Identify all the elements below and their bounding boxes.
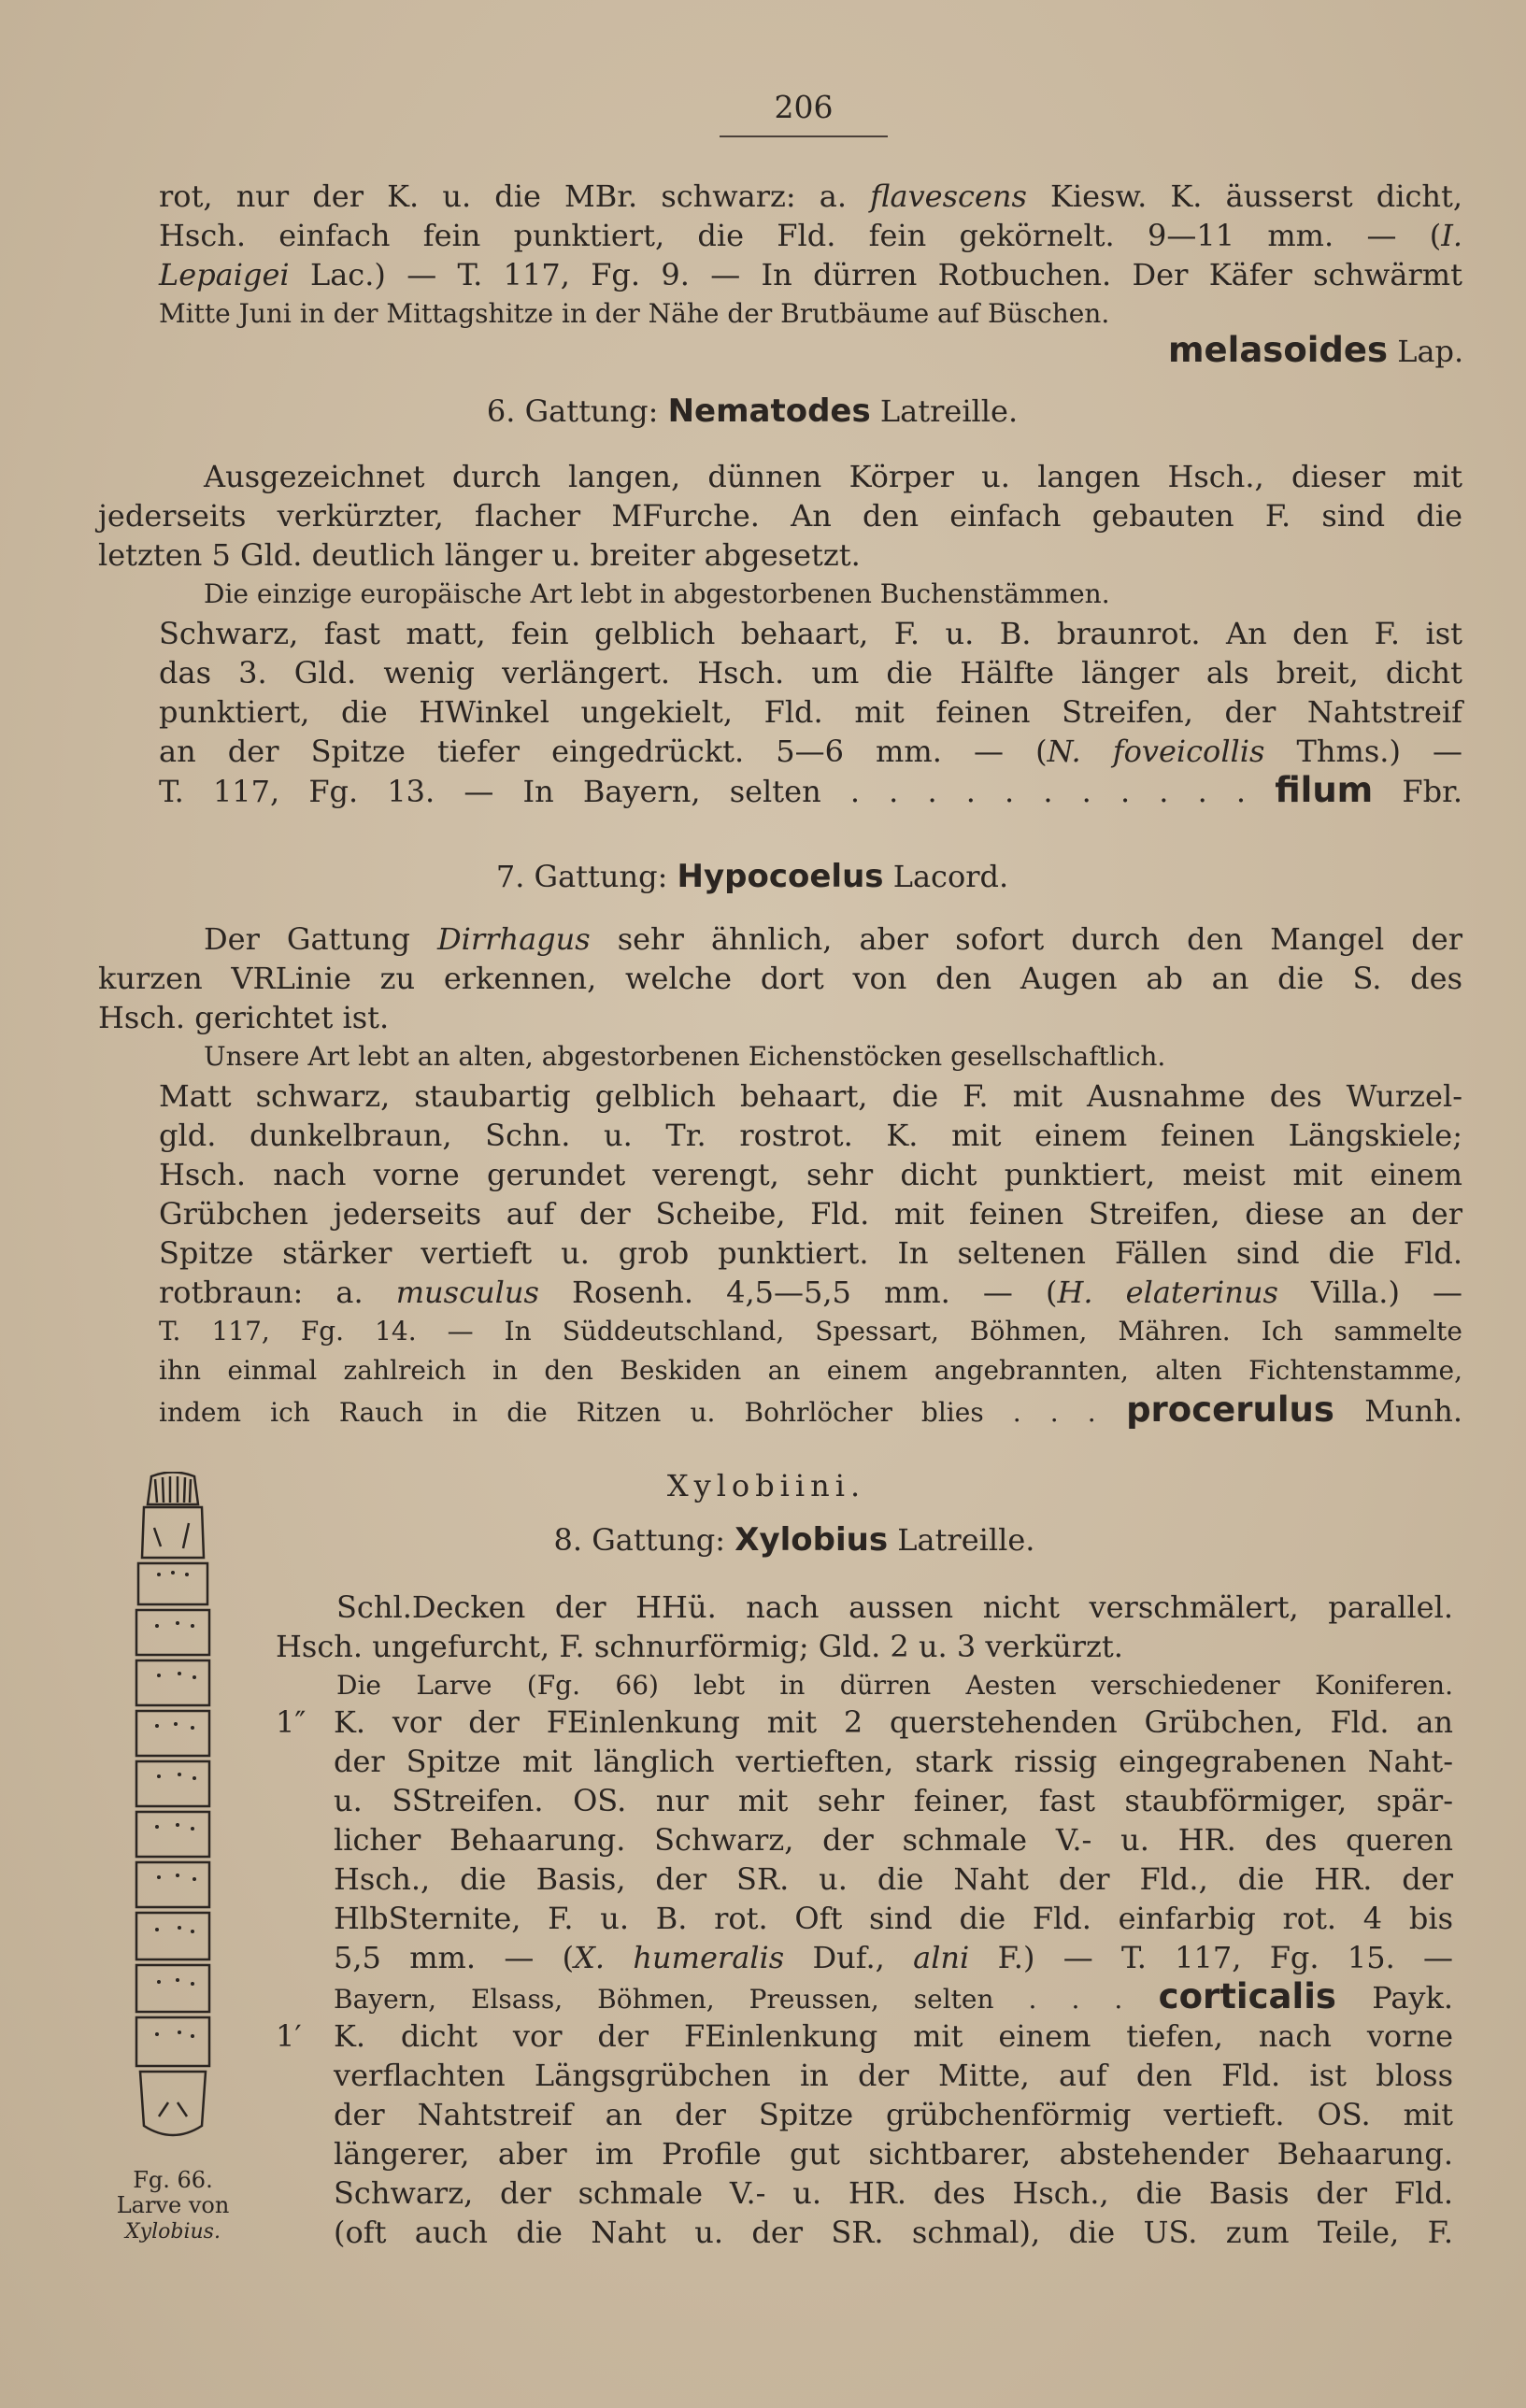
text-line: Grübchen jederseits auf der Scheibe, Fld. mit feinen Streifen, diese an der (159, 1196, 1462, 1232)
text-line: der Nahtstreif an der Spitze grübchenförmig vertieft. OS. mit (334, 2097, 1453, 2132)
text-line: Mitte Juni in der Mittagshitze in der Nähe der Brutbäume auf Büschen. (159, 298, 1110, 329)
text-line: Schwarz, der schmale V.- u. HR. des Hsch., die Basis der Fld. (334, 2175, 1453, 2211)
text-line: der Spitze mit länglich vertieften, stark rissig eingegrabenen Naht- (334, 1744, 1453, 1779)
text-line: Matt schwarz, staubartig gelblich behaart, die F. mit Ausnahme des Wurzel- (159, 1078, 1462, 1114)
text-line: punktiert, die HWinkel ungekielt, Fld. mit feinen Streifen, der Nahtstreif (159, 694, 1462, 730)
genus-heading: 6. Gattung: Nematodes Latreille. (486, 392, 1019, 430)
text-line: Bayern, Elsass, Böhmen, Preussen, selten . . . corticalis Payk. (334, 1976, 1454, 2016)
text-line: rot, nur der K. u. die MBr. schwarz: a. flavescens Kiesw. K. äusserst dicht, (159, 178, 1463, 214)
text-line: Die Larve (Fg. 66) lebt in dürren Aesten verschiedener Koniferen. (336, 1670, 1453, 1701)
species-name: filum (1275, 770, 1374, 810)
text-line: Hsch. gerichtet ist. (98, 1000, 390, 1035)
text-line: T. 117, Fg. 13. — In Bayern, selten . . . . . . . . . . . filum Fbr. (159, 770, 1463, 810)
text-line: Hsch. ungefurcht, F. schnurförmig; Gld. 2 u. 3 verkürzt. (276, 1629, 1123, 1664)
text-line: an der Spitze tiefer eingedrückt. 5—6 mm. — (N. foveicollis Thms.) — (159, 734, 1463, 769)
figure-caption-text: Larve von (116, 2192, 230, 2218)
species-name: melasoides (1168, 330, 1389, 370)
species-name: corticalis (1158, 1976, 1336, 2016)
text-line: Hsch. einfach fein punktiert, die Fld. fein gekörnelt. 9—11 mm. — (I. (159, 218, 1462, 253)
page-number-rule (720, 135, 888, 137)
text-line: längerer, aber im Profile gut sichtbarer, abstehender Behaarung. (334, 2136, 1453, 2172)
text-line: (oft auch die Naht u. der SR. schmal), die US. zum Teile, F. (334, 2215, 1453, 2250)
text-line: verflachten Längsgrübchen in der Mitte, auf den Fld. ist bloss (334, 2058, 1453, 2093)
species-name: procerulus (1126, 1389, 1334, 1430)
text-line: K. dicht vor der FEinlenkung mit einem tiefen, nach vorne (334, 2018, 1453, 2054)
text-line: T. 117, Fg. 14. — In Süddeutschland, Spessart, Böhmen, Mähren. Ich sammelte (159, 1316, 1462, 1346)
text-line: rotbraun: a. musculus Rosenh. 4,5—5,5 mm. — (H. elaterinus Villa.) — (159, 1275, 1462, 1310)
text-line: Der Gattung Dirrhagus sehr ähnlich, aber sofort durch den Mangel der (204, 921, 1463, 957)
page-number: 206 (774, 89, 834, 125)
genus-heading: 8. Gattung: Xylobius Latreille. (553, 1521, 1035, 1559)
text-line: Schl.Decken der HHü. nach aussen nicht verschmälert, parallel. (336, 1589, 1453, 1625)
text-line: licher Behaarung. Schwarz, der schmale V.- u. HR. des queren (334, 1822, 1453, 1858)
text-line: ihn einmal zahlreich in den Beskiden an einem angebrannten, alten Fichtenstamme, (159, 1355, 1462, 1386)
key-number: 1″ (276, 1704, 307, 1740)
text-line: HlbSternite, F. u. B. rot. Oft sind die Fld. einfarbig rot. 4 bis (334, 1901, 1453, 1936)
text-line: Hsch., die Basis, der SR. u. die Naht der Fld., die HR. der (334, 1861, 1453, 1897)
text-line: gld. dunkelbraun, Schn. u. Tr. rostrot. K. mit einem feinen Längskiele; (159, 1118, 1462, 1153)
text-line: jederseits verkürzter, flacher MFurche. An den einfach gebauten F. sind die (98, 498, 1462, 534)
text-line: das 3. Gld. wenig verlängert. Hsch. um die Hälfte länger als breit, dicht (159, 655, 1462, 691)
key-number: 1′ (276, 2018, 302, 2054)
text-line: 5,5 mm. — (X. humeralis Duf., alni F.) — T. 117, Fg. 15. — (334, 1940, 1454, 1975)
text-line: Lepaigei Lac.) — T. 117, Fg. 9. — In dürren Rotbuchen. Der Käfer schwärmt (159, 257, 1463, 292)
figure-caption-number: Fg. 66. (133, 2167, 213, 2193)
text-line: kurzen VRLinie zu erkennen, welche dort von den Augen ab an die S. des (98, 961, 1462, 996)
text-line: K. vor der FEinlenkung mit 2 querstehenden Grübchen, Fld. an (334, 1704, 1453, 1740)
text-line: Ausgezeichnet durch langen, dünnen Körper u. langen Hsch., dieser mit (204, 459, 1462, 494)
genus-heading: 7. Gattung: Hypocoelus Lacord. (495, 858, 1009, 895)
figure-caption-genus: Xylobius. (125, 2220, 221, 2244)
text-line: letzten 5 Gld. deutlich länger u. breiter abgesetzt. (98, 537, 861, 573)
text-line: Unsere Art lebt an alten, abgestorbenen Eichenstöcken gesellschaftlich. (204, 1041, 1166, 1072)
text-line: Schwarz, fast matt, fein gelblich behaart, F. u. B. braunrot. An den F. ist (159, 616, 1462, 651)
text-line: Hsch. nach vorne gerundet verengt, sehr dicht punktiert, meist mit einem (159, 1157, 1462, 1192)
tribe-heading: Xylobiini. (666, 1468, 866, 1503)
text-line: Spitze stärker vertieft u. grob punktiert. In seltenen Fällen sind die Fld. (159, 1235, 1462, 1271)
text-line: Die einzige europäische Art lebt in abgestorbenen Buchenstämmen. (204, 578, 1110, 609)
species-line: melasoides Lap. (1168, 330, 1464, 370)
text-line: u. SStreifen. OS. nur mit sehr feiner, fast staubförmiger, spär- (334, 1783, 1453, 1818)
text-line: indem ich Rauch in die Ritzen u. Bohrlöcher blies . . . procerulus Munh. (159, 1389, 1463, 1430)
larva-figure (131, 1472, 215, 2149)
